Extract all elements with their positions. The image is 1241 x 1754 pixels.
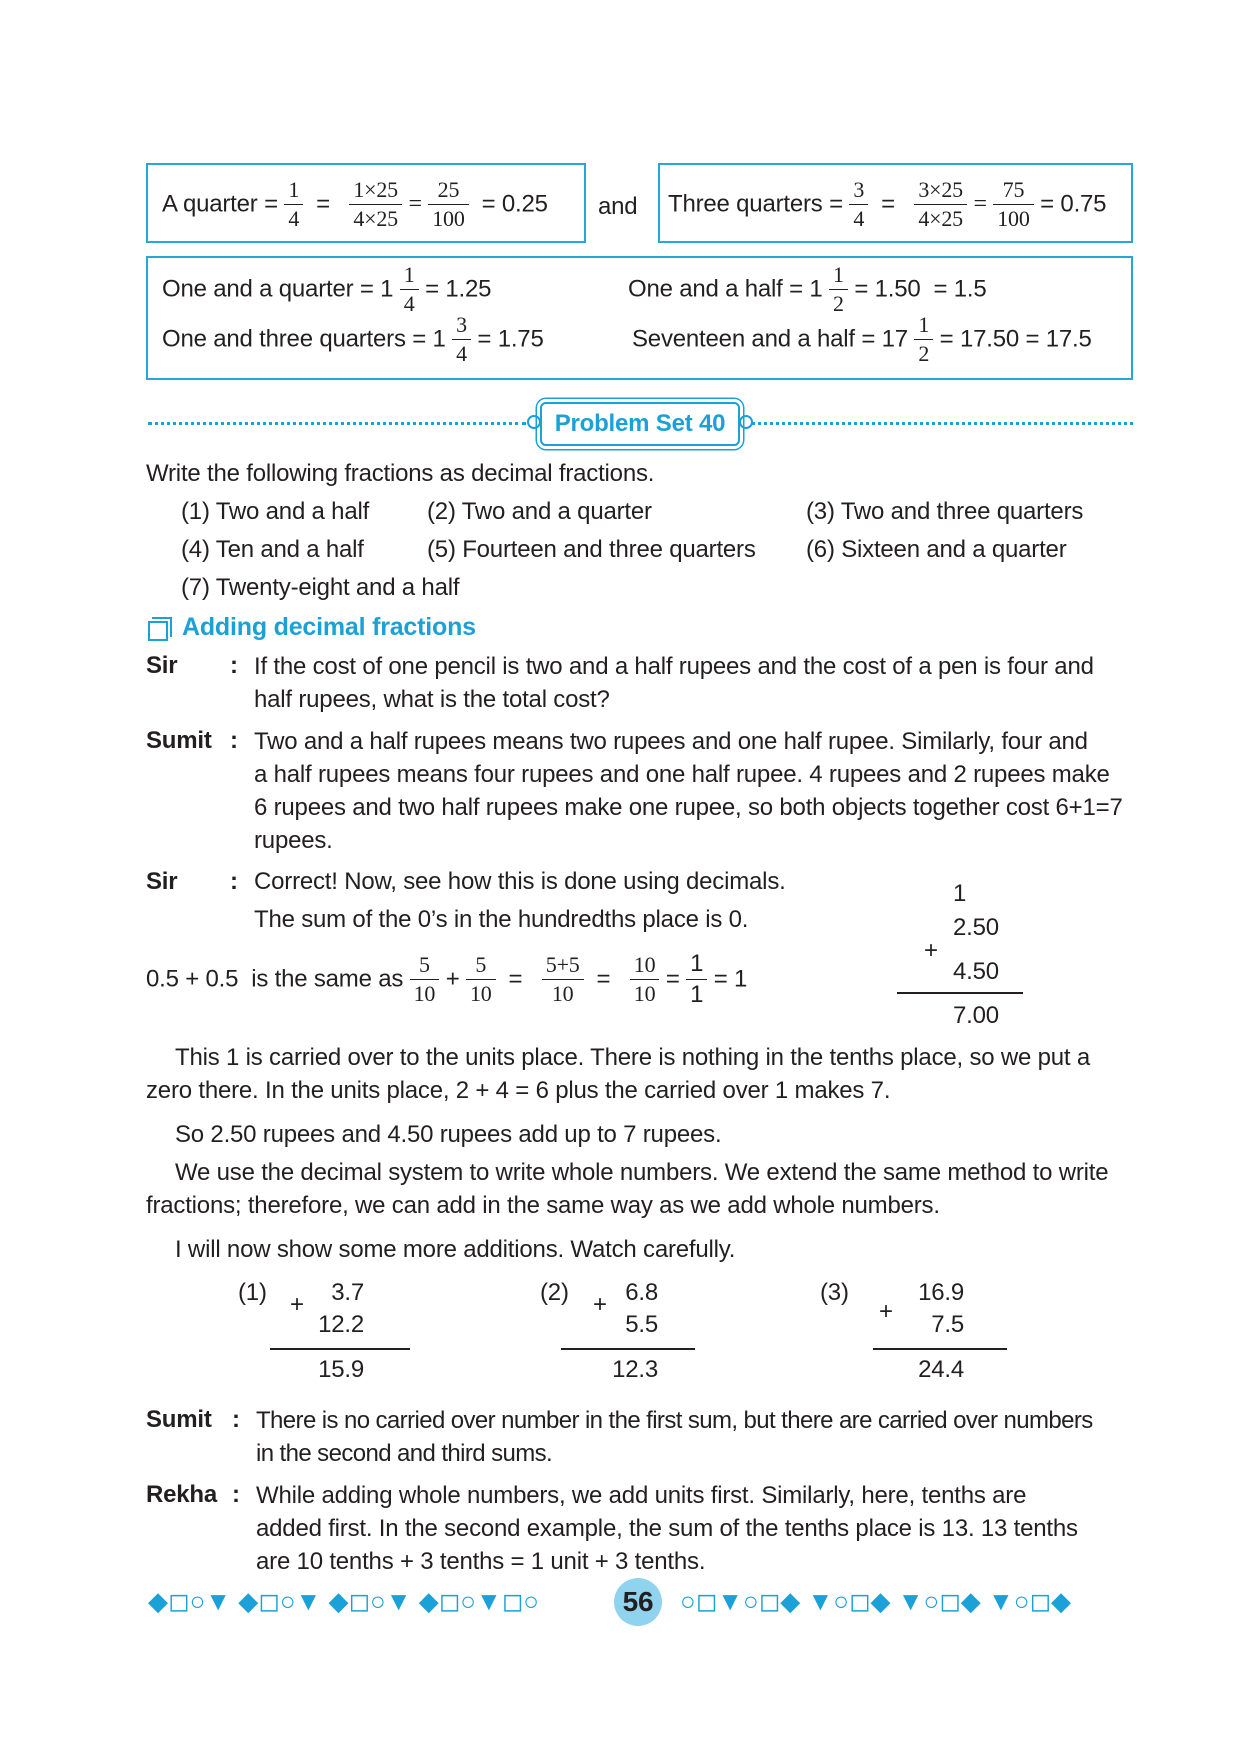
mixed-text: One and three quarters = 1 xyxy=(162,325,446,353)
fraction-sum-result: = 1 xyxy=(713,965,748,993)
mixed-result: = 1.25 xyxy=(425,275,492,303)
and-word: and xyxy=(598,193,638,220)
three-quarters-box: Three quarters = $\frac{3}{4}$ = $\frac{3\times 25}{4\times 25}$ = $\frac{75}{100}$ = 0.75 xyxy=(658,163,1133,243)
fraction: $\frac{75}{100}$ xyxy=(993,179,1033,230)
mixed-numbers-box xyxy=(146,256,1133,380)
quarter-box: A quarter = $\frac{1}{4}$ = $\frac{1\times 25}{4\times 25}$ = $\frac{25}{100}$ = 0.25 xyxy=(146,163,586,243)
plus-sign: + xyxy=(290,1291,304,1318)
plus-sign: + xyxy=(879,1298,893,1325)
mixed-text: One and a quarter = 1 xyxy=(162,275,394,303)
speaker-colon: : xyxy=(232,1481,240,1508)
three-quarters-label: Three quarters xyxy=(668,190,823,218)
plus-sign: + xyxy=(593,1291,607,1318)
quarter-label: A quarter xyxy=(162,190,258,218)
banner-circle-left xyxy=(527,415,541,429)
fraction: $\frac{5+5}{10}$ xyxy=(542,954,584,1005)
addition-label: (1) xyxy=(238,1279,267,1306)
speaker-colon: : xyxy=(230,652,238,679)
speaker-name: Rekha xyxy=(146,1481,218,1508)
fraction: $\frac{3}{4}$ xyxy=(452,314,471,365)
paragraph-line: zero there. In the units place, 2 + 4 = 6 plus the carried over 1 makes 7. xyxy=(146,1077,891,1104)
mixed-result: = 1.50 = 1.5 xyxy=(854,275,987,303)
quarter-result: 0.25 xyxy=(501,190,548,218)
dialogue-text xyxy=(254,725,1133,857)
fraction: $\frac{1}{4}$ xyxy=(284,179,303,230)
section-heading: Adding decimal fractions xyxy=(182,613,476,641)
sum-rule xyxy=(270,1348,410,1350)
plus-sign: + xyxy=(924,937,938,964)
paragraph-line: We use the decimal system to write whole numbers. We extend the same method to write xyxy=(175,1159,1109,1186)
problem-item: (5) Fourteen and three quarters xyxy=(427,536,756,563)
text-line: 6 rupees and two half rupees make one rupee, so both objects together cost 6+1=7 xyxy=(254,794,1123,821)
problem-item: (4) Ten and a half xyxy=(181,536,364,563)
mixed-text: Seventeen and a half = 17 xyxy=(632,325,908,353)
fraction: $\frac{1}{1}$ xyxy=(686,952,707,1007)
speaker-colon: : xyxy=(232,1406,240,1433)
problem-instruction: Write the following fractions as decimal fractions. xyxy=(146,460,655,487)
speaker-name: Sumit xyxy=(146,1406,212,1433)
banner-circle-right xyxy=(739,415,753,429)
footer-ornament-right: ○◻▼○◻◆ ▼○◻◆ ▼○◻◆ ▼○◻◆ xyxy=(680,1586,1072,1616)
fraction: $\frac{1}{4}$ xyxy=(400,264,419,315)
dotted-divider-right xyxy=(752,422,1133,425)
addend: 16.9 xyxy=(918,1279,964,1306)
problem-item: (1) Two and a half xyxy=(181,498,370,525)
problem-set-banner xyxy=(540,402,740,446)
problem-item: (3) Two and three quarters xyxy=(806,498,1084,525)
fraction-sum-prefix: 0.5 + 0.5 is the same as xyxy=(146,965,404,993)
dialogue-text: The sum of the 0’s in the hundredths place is 0. xyxy=(254,906,749,933)
fraction: $\frac{10}{10}$ xyxy=(630,954,660,1005)
paragraph-line: fractions; therefore, we can add in the same way as we add whole numbers. xyxy=(146,1192,940,1219)
sum-total: 24.4 xyxy=(918,1356,964,1383)
fraction: $\frac{1\times 25}{4\times 25}$ xyxy=(349,179,402,230)
sum-rule xyxy=(897,992,1023,994)
problem-item: (2) Two and a quarter xyxy=(427,498,652,525)
speaker-name: Sir xyxy=(146,652,178,679)
sum-rule xyxy=(561,1348,695,1350)
fraction: $\frac{5}{10}$ xyxy=(410,954,440,1005)
addend: 6.8 xyxy=(625,1279,658,1306)
page-number: 56 xyxy=(614,1578,662,1626)
text-line: are 10 tenths + 3 tenths = 1 unit + 3 tenths. xyxy=(256,1548,706,1575)
three-quarters-result: 0.75 xyxy=(1060,190,1107,218)
speaker-name: Sumit xyxy=(146,727,212,754)
dialogue-text xyxy=(254,650,1133,716)
speaker-colon: : xyxy=(230,727,238,754)
sum-total: 12.3 xyxy=(612,1356,658,1383)
problem-set-title: Problem Set 40 xyxy=(554,410,726,437)
dotted-divider-left xyxy=(148,422,526,425)
fraction: $\frac{5}{10}$ xyxy=(466,954,496,1005)
addition-label: (2) xyxy=(540,1279,569,1306)
dialogue-text: Correct! Now, see how this is done using decimals. xyxy=(254,868,786,895)
fraction: $\frac{3\times 25}{4\times 25}$ xyxy=(914,179,967,230)
addend: 5.5 xyxy=(625,1311,658,1338)
addend: 3.7 xyxy=(331,1279,364,1306)
text-line: If the cost of one pencil is two and a half rupees and the cost of a pen is four and xyxy=(254,653,1094,680)
text-line: There is no carried over number in the first sum, but there are carried over numbers xyxy=(256,1407,1093,1434)
sum-rule xyxy=(873,1348,1007,1350)
fraction: $\frac{1}{2}$ xyxy=(829,264,848,315)
dialogue-text xyxy=(256,1479,1133,1578)
mixed-result: = 17.50 = 17.5 xyxy=(939,325,1092,353)
problem-item: (6) Sixteen and a quarter xyxy=(806,536,1067,563)
mixed-text: One and a half = 1 xyxy=(628,275,823,303)
sum-total: 15.9 xyxy=(318,1356,364,1383)
text-line: added first. In the second example, the sum of the tenths place is 13. 13 tenths xyxy=(256,1515,1078,1542)
fraction: $\frac{1}{2}$ xyxy=(914,314,933,365)
fraction: $\frac{3}{4}$ xyxy=(849,179,868,230)
text-line: in the second and third sums. xyxy=(256,1440,553,1467)
text-line: While adding whole numbers, we add units first. Similarly, here, tenths are xyxy=(256,1482,1027,1509)
addend: 4.50 xyxy=(953,958,999,985)
addend: 2.50 xyxy=(953,914,999,941)
problem-item: (7) Twenty-eight and a half xyxy=(181,574,460,601)
carry-digit: 1 xyxy=(953,880,967,907)
fraction-sum: 0.5 + 0.5 is the same as $\frac{5}{10}$ + $\frac{5}{10}$ = $\frac{5+5}{10}$ = $\frac{10}{10}$ = $\frac{1}{1}$ = 1 xyxy=(146,950,748,1008)
sum-total: 7.00 xyxy=(953,1002,999,1029)
addend: 12.2 xyxy=(318,1311,364,1338)
text-line: Two and a half rupees means two rupees and one half rupee. Similarly, four and xyxy=(254,728,1088,755)
footer-ornament-left: ◆◻○▼ ◆◻○▼ ◆◻○▼ ◆◻○▼◻○ xyxy=(148,1586,540,1616)
addend: 7.5 xyxy=(931,1311,964,1338)
text-line: rupees. xyxy=(254,827,333,854)
section-checkbox-icon xyxy=(148,621,168,641)
speaker-colon: : xyxy=(230,868,238,895)
dialogue-text xyxy=(256,1404,1133,1470)
paragraph-line: I will now show some more additions. Watch carefully. xyxy=(175,1236,736,1263)
speaker-name: Sir xyxy=(146,868,178,895)
text-line: half rupees, what is the total cost? xyxy=(254,686,610,713)
text-line: a half rupees means four rupees and one half rupee. 4 rupees and 2 rupees make xyxy=(254,761,1110,788)
mixed-result: = 1.75 xyxy=(477,325,544,353)
paragraph-line: So 2.50 rupees and 4.50 rupees add up to 7 rupees. xyxy=(175,1121,722,1148)
addition-label: (3) xyxy=(820,1279,849,1306)
paragraph-line: This 1 is carried over to the units place. There is nothing in the tenths place, so we put a xyxy=(175,1044,1091,1071)
fraction: $\frac{25}{100}$ xyxy=(428,179,468,230)
